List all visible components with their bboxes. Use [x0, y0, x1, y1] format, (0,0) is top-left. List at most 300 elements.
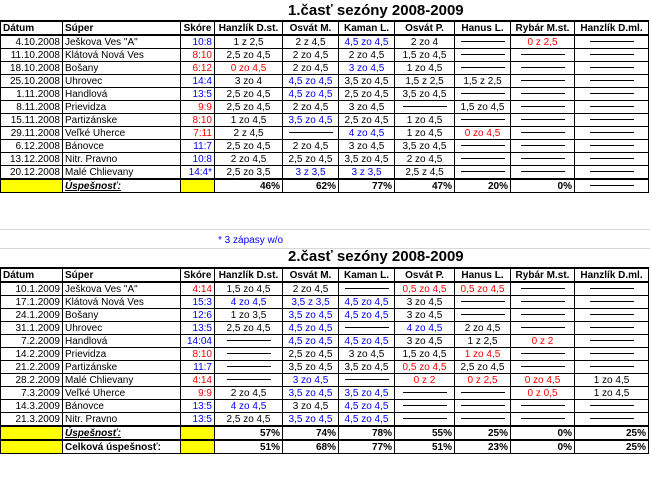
date-cell: 13.12.2008	[1, 153, 63, 166]
dash-line	[590, 119, 634, 120]
date-cell: 14.3.2009	[1, 400, 63, 413]
date-cell: 14.2.2009	[1, 348, 63, 361]
result-cell: 3,5 zo 4,5	[339, 361, 395, 374]
dash-line	[461, 145, 505, 146]
summary-value: 57%	[215, 426, 283, 440]
dash-line	[461, 158, 505, 159]
result-cell: 2,5 zo 4,5	[215, 322, 283, 335]
score-cell: 14:4	[181, 75, 215, 88]
result-cell: 3 zo 4,5	[339, 62, 395, 75]
dash-line	[403, 106, 447, 107]
empty-cell	[395, 400, 455, 413]
dash-line	[461, 93, 505, 94]
empty-cell	[575, 114, 649, 127]
column-header: Osvát P.	[395, 21, 455, 35]
dash-line	[590, 80, 634, 81]
empty-cell	[455, 35, 511, 49]
result-cell: 3 zo 4,5	[339, 348, 395, 361]
empty-cell	[575, 282, 649, 296]
table-row	[1, 35, 649, 49]
score-cell: 6:12	[181, 62, 215, 75]
summary-value: 62%	[283, 179, 339, 193]
result-cell: 3 zo 4,5	[395, 335, 455, 348]
score-cell: 4:14	[181, 282, 215, 296]
empty-cell	[575, 153, 649, 166]
opponent-cell: Veľké Uherce	[63, 127, 181, 140]
result-cell: 0,5 zo 4,5	[395, 361, 455, 374]
date-cell: 6.12.2008	[1, 140, 63, 153]
score-cell: 8:10	[181, 49, 215, 62]
summary-value: 25%	[575, 426, 649, 440]
result-cell: 3,5 zo 4,5	[339, 387, 395, 400]
column-header: Osvát M.	[283, 268, 339, 282]
dash-line	[521, 54, 565, 55]
empty-cell	[511, 348, 575, 361]
total-row	[1, 440, 649, 454]
dash-line	[521, 80, 565, 81]
summary-spacer	[181, 426, 215, 440]
result-cell: 1 zo 4,5	[395, 127, 455, 140]
dash-line	[461, 41, 505, 42]
column-header: Osvát M.	[283, 21, 339, 35]
date-cell: 21.3.2009	[1, 413, 63, 427]
column-header: Osvát P.	[395, 268, 455, 282]
empty-cell	[575, 49, 649, 62]
dash-line	[590, 41, 634, 42]
table-row	[1, 322, 649, 335]
total-spacer	[181, 440, 215, 454]
opponent-cell: Uhrovec	[63, 75, 181, 88]
summary-value: 0%	[511, 426, 575, 440]
score-cell: 8:10	[181, 348, 215, 361]
opponent-cell: Ješkova Ves "A"	[63, 282, 181, 296]
empty-cell	[511, 49, 575, 62]
result-cell: 4,5 zo 4,5	[283, 88, 339, 101]
opponent-cell: Bánovce	[63, 400, 181, 413]
opponent-cell: Handlová	[63, 335, 181, 348]
result-cell: 4 zo 4,5	[395, 322, 455, 335]
result-cell: 2 z 4,5	[215, 127, 283, 140]
date-cell: 28.2.2009	[1, 374, 63, 387]
empty-cell	[575, 62, 649, 75]
result-cell: 4,5 zo 4,5	[339, 413, 395, 427]
table-row	[1, 413, 649, 427]
result-cell: 2 zo 4,5	[283, 282, 339, 296]
result-cell: 2,5 zo 4,5	[455, 361, 511, 374]
result-cell: 3,5 zo 4,5	[283, 114, 339, 127]
total-value: 51%	[215, 440, 283, 454]
empty-cell	[455, 88, 511, 101]
dash-line	[345, 327, 389, 328]
result-cell: 3,5 z 3,5	[283, 296, 339, 309]
dash-line	[521, 314, 565, 315]
empty-cell	[215, 374, 283, 387]
result-cell: 0 z 2,5	[455, 374, 511, 387]
result-cell: 2,5 zo 4,5	[339, 88, 395, 101]
column-header: Dátum	[1, 268, 63, 282]
opponent-cell: Uhrovec	[63, 322, 181, 335]
season1-title: 1.časť sezóny 2008-2009	[288, 2, 464, 19]
empty-cell	[455, 296, 511, 309]
empty-cell	[575, 335, 649, 348]
dash-line	[521, 119, 565, 120]
dash-line	[590, 171, 634, 172]
result-cell: 2,5 z 4,5	[395, 166, 455, 180]
dash-line	[590, 366, 634, 367]
column-header: Hanzlík D.ml.	[575, 21, 649, 35]
column-header: Dátum	[1, 21, 63, 35]
date-cell: 7.2.2009	[1, 335, 63, 348]
summary-value: 46%	[215, 179, 283, 193]
summary-row	[1, 426, 649, 440]
score-cell: 8:10	[181, 114, 215, 127]
summary-value: 20%	[455, 179, 511, 193]
empty-cell	[575, 179, 649, 193]
score-cell: 14:4*	[181, 166, 215, 180]
result-cell: 2 zo 4,5	[283, 101, 339, 114]
empty-cell	[339, 322, 395, 335]
empty-cell	[575, 35, 649, 49]
result-cell: 2,5 zo 4,5	[283, 348, 339, 361]
opponent-cell: Bošany	[63, 62, 181, 75]
empty-cell	[511, 114, 575, 127]
table-row	[1, 153, 649, 166]
result-cell: 1 zo 4,5	[395, 62, 455, 75]
dash-line	[227, 366, 271, 367]
result-cell: 0,5 zo 4,5	[395, 282, 455, 296]
empty-cell	[339, 282, 395, 296]
total-value: 0%	[511, 440, 575, 454]
date-cell: 1.11.2008	[1, 88, 63, 101]
empty-cell	[339, 374, 395, 387]
result-cell: 2 zo 4,5	[215, 387, 283, 400]
dash-line	[521, 405, 565, 406]
result-cell: 0 zo 4,5	[215, 62, 283, 75]
empty-cell	[511, 75, 575, 88]
dash-line	[461, 405, 505, 406]
empty-cell	[575, 322, 649, 335]
summary-value: 77%	[339, 179, 395, 193]
empty-cell	[575, 413, 649, 427]
opponent-cell: Ješkova Ves "A"	[63, 35, 181, 49]
dash-line	[521, 67, 565, 68]
score-cell: 9:9	[181, 387, 215, 400]
result-cell: 4,5 zo 4,5	[339, 296, 395, 309]
column-header: Súper	[63, 268, 181, 282]
column-header: Hanzlík D.st.	[215, 21, 283, 35]
result-cell: 4,5 zo 4,5	[283, 322, 339, 335]
summary-value: 47%	[395, 179, 455, 193]
result-cell: 1 zo 3,5	[215, 309, 283, 322]
column-header: Skóre	[181, 21, 215, 35]
date-cell: 31.1.2009	[1, 322, 63, 335]
empty-cell	[575, 309, 649, 322]
result-cell: 3 zo 4	[215, 75, 283, 88]
date-cell: 17.1.2009	[1, 296, 63, 309]
dash-line	[590, 158, 634, 159]
column-header: Súper	[63, 21, 181, 35]
dash-line	[590, 340, 634, 341]
dash-line	[590, 67, 634, 68]
score-cell: 9:9	[181, 101, 215, 114]
result-cell: 2 zo 4,5	[283, 49, 339, 62]
result-cell: 0 zo 4,5	[455, 127, 511, 140]
empty-cell	[511, 140, 575, 153]
column-header: Hanus L.	[455, 268, 511, 282]
header-row	[1, 268, 649, 282]
result-cell: 4,5 zo 4,5	[283, 335, 339, 348]
empty-cell	[511, 153, 575, 166]
table-row	[1, 335, 649, 348]
dash-line	[403, 392, 447, 393]
empty-cell	[575, 361, 649, 374]
result-cell: 4,5 zo 4,5	[339, 335, 395, 348]
empty-cell	[511, 296, 575, 309]
result-cell: 3 z 3,5	[283, 166, 339, 180]
result-cell: 1 zo 4,5	[575, 374, 649, 387]
result-cell: 1 zo 4,5	[395, 114, 455, 127]
result-cell: 1,5 zo 4,5	[395, 348, 455, 361]
result-cell: 2 zo 4,5	[395, 153, 455, 166]
score-cell: 15:3	[181, 296, 215, 309]
date-cell: 29.11.2008	[1, 127, 63, 140]
opponent-cell: Partizánske	[63, 114, 181, 127]
total-value: 51%	[395, 440, 455, 454]
result-cell: 4,5 zo 4,5	[339, 35, 395, 49]
empty-cell	[511, 322, 575, 335]
result-cell: 2,5 zo 4,5	[283, 153, 339, 166]
opponent-cell: Bošany	[63, 309, 181, 322]
result-cell: 2,5 zo 4,5	[339, 114, 395, 127]
total-value: 25%	[575, 440, 649, 454]
empty-cell	[575, 296, 649, 309]
empty-cell	[455, 140, 511, 153]
summary-label: Úspešnosť:	[63, 179, 181, 193]
table-row	[1, 127, 649, 140]
empty-cell	[511, 400, 575, 413]
empty-cell	[455, 153, 511, 166]
empty-cell	[511, 62, 575, 75]
empty-cell	[395, 387, 455, 400]
summary-row	[1, 179, 649, 193]
dash-line	[345, 379, 389, 380]
table-row	[1, 374, 649, 387]
summary-value: 74%	[283, 426, 339, 440]
empty-cell	[575, 400, 649, 413]
result-cell: 2,5 zo 3,5	[215, 166, 283, 180]
dash-line	[590, 93, 634, 94]
column-header: Kaman L.	[339, 21, 395, 35]
empty-cell	[455, 309, 511, 322]
empty-cell	[511, 413, 575, 427]
result-cell: 4 zo 4,5	[215, 400, 283, 413]
total-value: 77%	[339, 440, 395, 454]
dash-line	[227, 379, 271, 380]
table-row	[1, 282, 649, 296]
score-cell: 7:11	[181, 127, 215, 140]
result-cell: 2 zo 4,5	[283, 62, 339, 75]
result-cell: 3 zo 4,5	[283, 374, 339, 387]
opponent-cell: Prievidza	[63, 348, 181, 361]
result-cell: 2,5 zo 4,5	[215, 49, 283, 62]
dash-line	[461, 171, 505, 172]
empty-cell	[511, 127, 575, 140]
dash-line	[521, 158, 565, 159]
dash-line	[461, 418, 505, 419]
result-cell: 0 zo 4,5	[511, 374, 575, 387]
empty-cell	[455, 400, 511, 413]
empty-cell	[395, 413, 455, 427]
dash-line	[590, 288, 634, 289]
result-cell: 1,5 z 2,5	[395, 75, 455, 88]
date-cell: 11.10.2008	[1, 49, 63, 62]
dash-line	[403, 418, 447, 419]
dash-line	[521, 418, 565, 419]
result-cell: 2,5 zo 4,5	[215, 413, 283, 427]
score-cell: 13:5	[181, 400, 215, 413]
empty-cell	[511, 88, 575, 101]
result-cell: 4 zo 4,5	[339, 127, 395, 140]
date-cell: 15.11.2008	[1, 114, 63, 127]
result-cell: 0 z 0,5	[511, 387, 575, 400]
date-cell: 10.1.2009	[1, 282, 63, 296]
summary-value: 78%	[339, 426, 395, 440]
opponent-cell: Malé Chlievany	[63, 166, 181, 180]
empty-cell	[575, 75, 649, 88]
header-row	[1, 21, 649, 35]
result-cell: 0,5 zo 4,5	[455, 282, 511, 296]
table-row	[1, 101, 649, 114]
date-cell: 8.11.2008	[1, 101, 63, 114]
result-cell: 4 zo 4,5	[215, 296, 283, 309]
dash-line	[403, 405, 447, 406]
table-row	[1, 62, 649, 75]
summary-value: 55%	[395, 426, 455, 440]
empty-cell	[575, 140, 649, 153]
result-cell: 1 z 2,5	[215, 35, 283, 49]
empty-cell	[575, 166, 649, 180]
result-cell: 3,5 zo 4,5	[395, 88, 455, 101]
result-cell: 1,5 zo 4,5	[455, 101, 511, 114]
table-row	[1, 88, 649, 101]
table-row	[1, 309, 649, 322]
column-header: Skóre	[181, 268, 215, 282]
empty-cell	[511, 361, 575, 374]
score-cell: 10:8	[181, 35, 215, 49]
opponent-cell: Malé Chlievany	[63, 374, 181, 387]
opponent-cell: Klátová Nová Ves	[63, 49, 181, 62]
season1-table	[0, 20, 649, 193]
dash-line	[521, 145, 565, 146]
table-row	[1, 114, 649, 127]
empty-cell	[511, 166, 575, 180]
result-cell: 3 zo 4,5	[395, 296, 455, 309]
summary-label-text: Úspešnosť	[65, 180, 118, 192]
empty-cell	[575, 127, 649, 140]
summary-label-text: Úspešnosť	[65, 427, 118, 439]
empty-cell	[511, 101, 575, 114]
result-cell: 1,5 zo 4,5	[395, 49, 455, 62]
result-cell: 3,5 zo 4,5	[395, 140, 455, 153]
empty-cell	[455, 49, 511, 62]
summary-value: 25%	[455, 426, 511, 440]
empty-cell	[215, 335, 283, 348]
result-cell: 4,5 zo 4,5	[339, 400, 395, 413]
total-spacer	[1, 440, 63, 454]
result-cell: 3,5 zo 4,5	[283, 387, 339, 400]
dash-line	[590, 54, 634, 55]
result-cell: 1,5 zo 4,5	[215, 282, 283, 296]
dash-line	[227, 340, 271, 341]
table-row	[1, 49, 649, 62]
result-cell: 0 z 2	[511, 335, 575, 348]
opponent-cell: Klátová Nová Ves	[63, 296, 181, 309]
column-header: Hanus L.	[455, 21, 511, 35]
result-cell: 2 zo 4,5	[283, 140, 339, 153]
table-row	[1, 400, 649, 413]
opponent-cell: Veľké Uherce	[63, 387, 181, 400]
empty-cell	[455, 387, 511, 400]
season2-table	[0, 267, 649, 454]
score-cell: 10:8	[181, 153, 215, 166]
date-cell: 4.10.2008	[1, 35, 63, 49]
dash-line	[590, 185, 634, 186]
season2-title: 2.časť sezóny 2008-2009	[288, 248, 464, 265]
dash-line	[590, 106, 634, 107]
result-cell: 2 zo 4,5	[455, 322, 511, 335]
dash-line	[461, 67, 505, 68]
result-cell: 3 zo 4,5	[395, 309, 455, 322]
score-cell: 11:7	[181, 140, 215, 153]
result-cell: 0 z 2	[395, 374, 455, 387]
column-header: Hanzlík D.ml.	[575, 268, 649, 282]
opponent-cell: Nitr. Pravno	[63, 153, 181, 166]
opponent-cell: Partizánske	[63, 361, 181, 374]
table-row	[1, 361, 649, 374]
date-cell: 25.10.2008	[1, 75, 63, 88]
dash-line	[521, 132, 565, 133]
summary-label: Úspešnosť:	[63, 426, 181, 440]
score-cell: 13:5	[181, 322, 215, 335]
score-cell: 4:14	[181, 374, 215, 387]
date-cell: 20.12.2008	[1, 166, 63, 180]
score-cell: 13:5	[181, 413, 215, 427]
total-value: 68%	[283, 440, 339, 454]
column-header: Hanzlík D.st.	[215, 268, 283, 282]
dash-line	[521, 327, 565, 328]
empty-cell	[215, 361, 283, 374]
dash-line	[521, 301, 565, 302]
empty-cell	[575, 101, 649, 114]
result-cell: 1 zo 4,5	[215, 114, 283, 127]
result-cell: 3 zo 4,5	[339, 140, 395, 153]
empty-cell	[455, 413, 511, 427]
empty-cell	[455, 166, 511, 180]
dash-line	[590, 418, 634, 419]
table-row	[1, 75, 649, 88]
dash-line	[590, 301, 634, 302]
table-row	[1, 387, 649, 400]
opponent-cell: Prievidza	[63, 101, 181, 114]
opponent-cell: Handlová	[63, 88, 181, 101]
dash-line	[461, 54, 505, 55]
date-cell: 24.1.2009	[1, 309, 63, 322]
dash-line	[521, 353, 565, 354]
dash-line	[227, 353, 271, 354]
empty-cell	[511, 309, 575, 322]
result-cell: 3,5 zo 4,5	[339, 153, 395, 166]
dash-line	[590, 145, 634, 146]
